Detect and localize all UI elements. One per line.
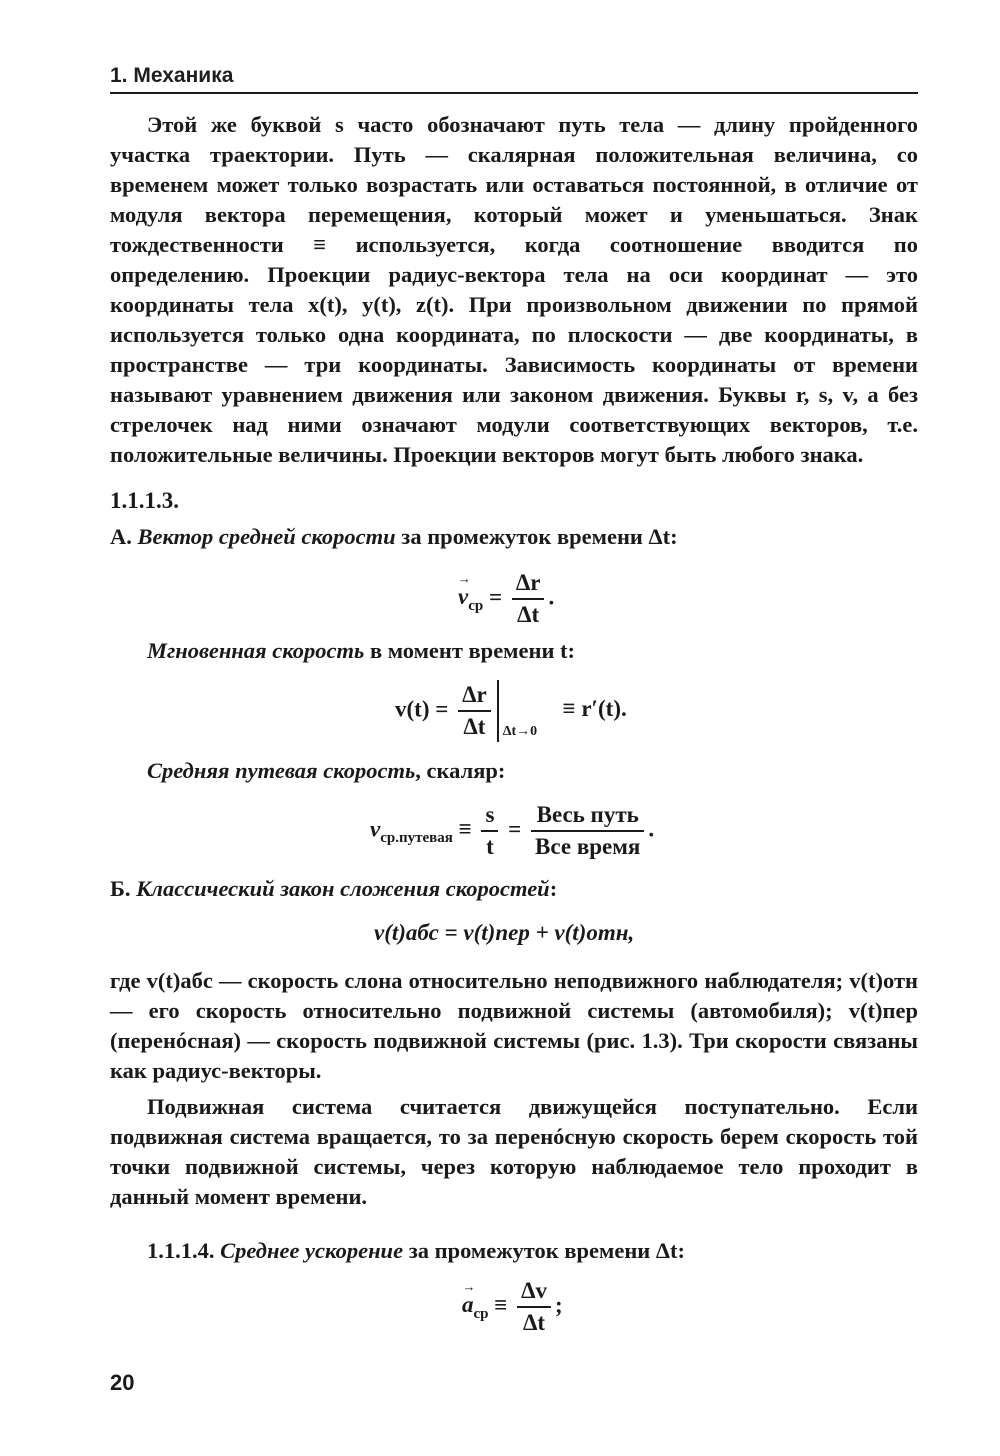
- text-inst-rest: в момент времени t:: [364, 638, 576, 663]
- instant-velocity-line: [147, 638, 575, 664]
- header-rule: [110, 92, 918, 94]
- path-speed-line: [147, 758, 505, 784]
- section-1114-line: [147, 1238, 685, 1264]
- f3-lhs: v: [370, 816, 381, 842]
- paragraph-velocities: где v(t)абс — скорость слона относительно неподвижного наблюдателя; v(t)отн — его скорость относительно подвижной системы (автомобиля); v(t)пер (перенóсная) — скорость подвижной системы (рис. 1.3). Три скорости связаны как радиус-векторы.: [110, 968, 918, 1083]
- f2-numerator: Δr: [458, 680, 491, 712]
- subsection-b-line: [110, 876, 557, 902]
- term-velocity-addition: Классический закон сложения скоростей: [136, 876, 550, 901]
- f3-numerator: Весь путь: [531, 800, 644, 832]
- formula-instant-velocity: [395, 680, 627, 742]
- paragraph-path: Этой же буквой s часто обозначают путь тела — длину пройденного участка траектории. Путь — скалярная положительная величина, со временем может только возрастать или оставаться постоянной, в отличие от модуля вектора перемещения, который может и уменьшаться. Знак тождественности ≡ используется, когда соотношение вводится по определению. Проекции радиус-вектора тела на оси координат — это координаты тела x(t), y(t), z(t). При произвольном движении по прямой используется только одна координата, по плоскости — две координаты, в пространстве — три координаты. Зависимость координаты от времени называют уравнением движения или законом движения. Буквы r, s, v, a без стрелочек над ними означают модули соответствующих векторов, т.е. положительные величины. Проекции векторов могут быть любого знака.: [110, 112, 918, 467]
- text-a-rest: за промежуток времени Δt:: [395, 524, 678, 549]
- paragraph-moving-frame: Подвижная система считается движущейся поступательно. Если подвижная система вращается, то за перенóсную скорость берем скорость той точки подвижной системы, через которую наблюдаемое тело проходит в данный момент времени.: [110, 1094, 918, 1209]
- f5-sub: ср: [473, 1305, 489, 1322]
- text-path-rest: , скаляр:: [415, 758, 506, 783]
- f3-sub: ср.путевая: [380, 829, 453, 846]
- running-head: 1. Механика: [110, 64, 234, 87]
- term-average-velocity: Вектор средней скорости: [137, 524, 396, 549]
- f3-s: s: [481, 800, 498, 832]
- f5-end: ;: [555, 1292, 563, 1318]
- text-b-rest: :: [549, 876, 558, 901]
- f2-fraction: [458, 680, 491, 742]
- f3-t: t: [486, 834, 494, 859]
- f1-lhs: → v: [458, 584, 468, 610]
- text-1114-rest: за промежуток времени Δt:: [403, 1238, 685, 1263]
- formula-average-acceleration: → $a_{ср}$ ≡ $\frac{\Delta v}{\Delta t}$ ;: [462, 1276, 563, 1338]
- f2-lhs: v(t) =: [395, 696, 449, 722]
- term-path-speed: Средняя путевая скорость: [147, 758, 416, 783]
- section-number-1113: 1.1.1.3.: [110, 488, 179, 513]
- f2-rhs: ≡ r′(t).: [562, 696, 627, 722]
- page-number: 20: [110, 1370, 135, 1395]
- f5-fraction: [517, 1276, 551, 1338]
- formula-average-velocity: → $v_{ср}$ = $\frac{\Delta r}{\Delta t}$ .: [458, 568, 554, 630]
- f5-numerator: Δv: [517, 1276, 551, 1308]
- f1-denominator: Δt: [517, 602, 540, 627]
- f5-denominator: Δt: [523, 1310, 546, 1335]
- f2-eval-bar: [497, 680, 538, 742]
- f1-sub: ср: [468, 597, 484, 614]
- f3-denominator: Все время: [535, 834, 641, 859]
- f3-fraction-words: [531, 800, 644, 862]
- f2-denominator: Δt: [463, 714, 486, 739]
- f2-limit: Δt→0: [502, 724, 538, 739]
- label-b: Б.: [110, 876, 131, 901]
- f1-fraction: [512, 568, 545, 630]
- f1-numerator: Δr: [512, 568, 545, 600]
- label-a: А.: [110, 524, 132, 549]
- subsection-a-line: [110, 524, 678, 550]
- term-instant-velocity: Мгновенная скорость: [147, 638, 365, 663]
- f4-text: v(t)абс = v(t)пер + v(t)отн,: [374, 920, 635, 945]
- f1-end: .: [548, 584, 555, 610]
- term-average-acceleration: Среднее ускорение: [220, 1238, 404, 1263]
- f5-lhs: → a: [462, 1292, 474, 1318]
- formula-path-speed: $v_{ср.путевая}$ ≡ $\frac{s}{t}$ = $\frac{\text{Весь путь}}{\text{Все время}}$ .: [370, 800, 654, 862]
- section-number-1114: 1.1.1.4.: [147, 1238, 215, 1263]
- f3-fraction-st: [481, 800, 498, 862]
- formula-velocity-addition: [374, 920, 634, 946]
